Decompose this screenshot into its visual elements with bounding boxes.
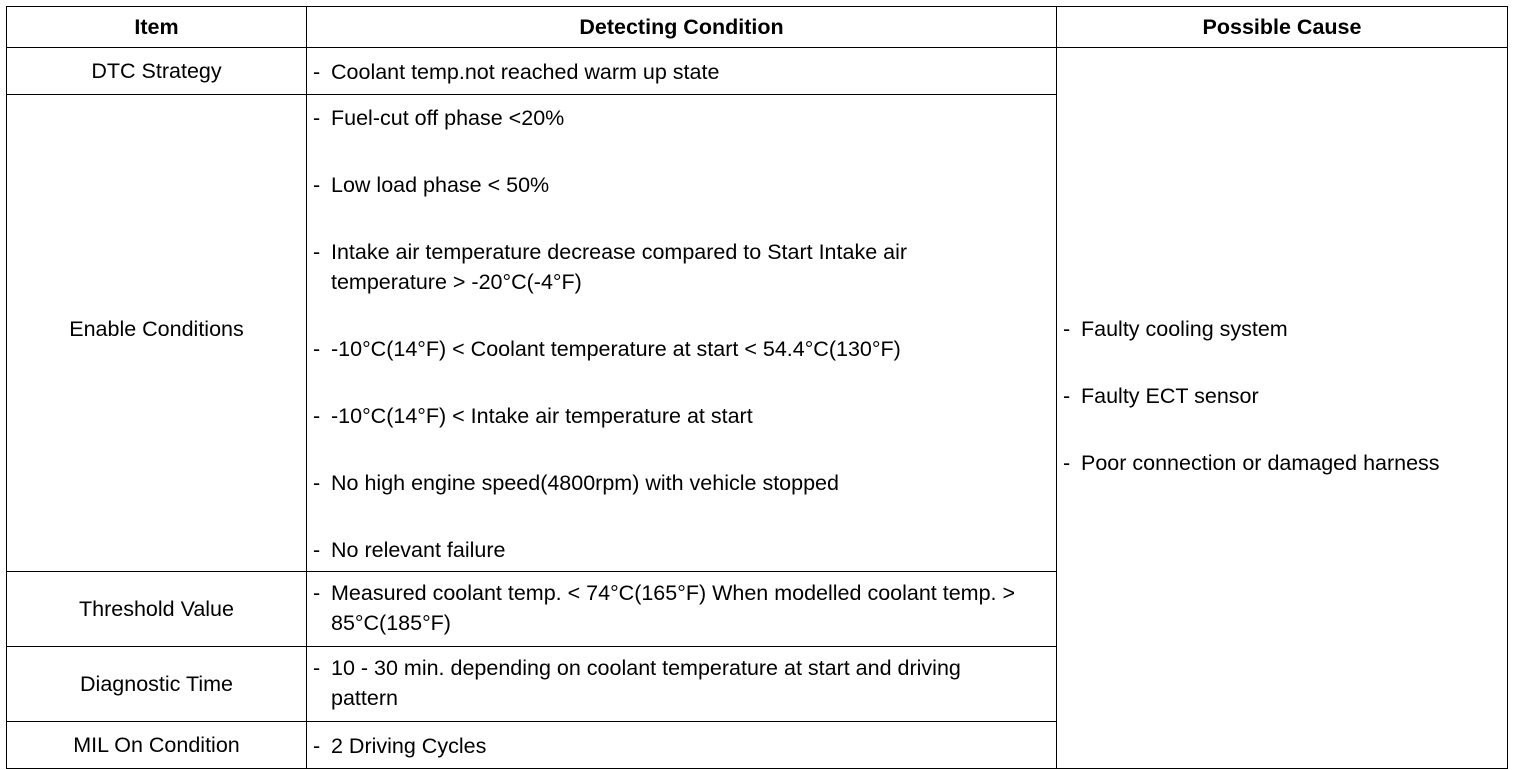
cause-item: - Faulty ECT sensor xyxy=(1063,381,1501,411)
item-enable-conditions: Enable Conditions xyxy=(7,95,307,572)
condition-line: - 2 Driving Cycles xyxy=(313,731,1050,761)
condition-line: - -10°C(14°F) < Coolant temperature at start < 54.4°C(130°F) xyxy=(313,334,1050,364)
header-item: Item xyxy=(7,7,307,48)
condition-line: - Measured coolant temp. < 74°C(165°F) When modelled coolant temp. > 85°C(185°F) xyxy=(313,578,1050,638)
item-threshold-value: Threshold Value xyxy=(7,572,307,647)
item-diagnostic-time: Diagnostic Time xyxy=(7,647,307,722)
condition-line: - Low load phase < 50% xyxy=(313,170,1050,200)
condition-line: - No relevant failure xyxy=(313,535,1050,565)
condition-line: - -10°C(14°F) < Intake air temperature at start xyxy=(313,401,1050,431)
condition-mil-on-condition xyxy=(307,722,1057,769)
header-possible-cause: Possible Cause xyxy=(1057,7,1508,48)
cause-item: - Faulty cooling system xyxy=(1063,314,1501,344)
condition-diagnostic-time xyxy=(307,647,1057,722)
cause-item: - Poor connection or damaged harness xyxy=(1063,448,1501,478)
header-detecting-condition: Detecting Condition xyxy=(307,7,1057,48)
condition-line: - 10 - 30 min. depending on coolant temperature at start and driving pattern xyxy=(313,653,1050,713)
condition-line: - Fuel-cut off phase <20% xyxy=(313,103,1050,133)
row-dtc-strategy xyxy=(7,48,1508,95)
item-mil-on-condition: MIL On Condition xyxy=(7,722,307,769)
condition-dtc-strategy xyxy=(307,48,1057,95)
dtc-condition-table xyxy=(6,6,1508,769)
condition-line: - No high engine speed(4800rpm) with vehicle stopped xyxy=(313,468,1050,498)
condition-line: - Intake air temperature decrease compared to Start Intake air temperature > -20°C(-4°F) xyxy=(313,237,1050,297)
possible-cause-cell xyxy=(1057,48,1508,769)
condition-enable-conditions xyxy=(307,95,1057,572)
condition-line: - Coolant temp.not reached warm up state xyxy=(313,57,1050,87)
item-dtc-strategy: DTC Strategy xyxy=(7,48,307,95)
header-row xyxy=(7,7,1508,48)
condition-threshold-value xyxy=(307,572,1057,647)
